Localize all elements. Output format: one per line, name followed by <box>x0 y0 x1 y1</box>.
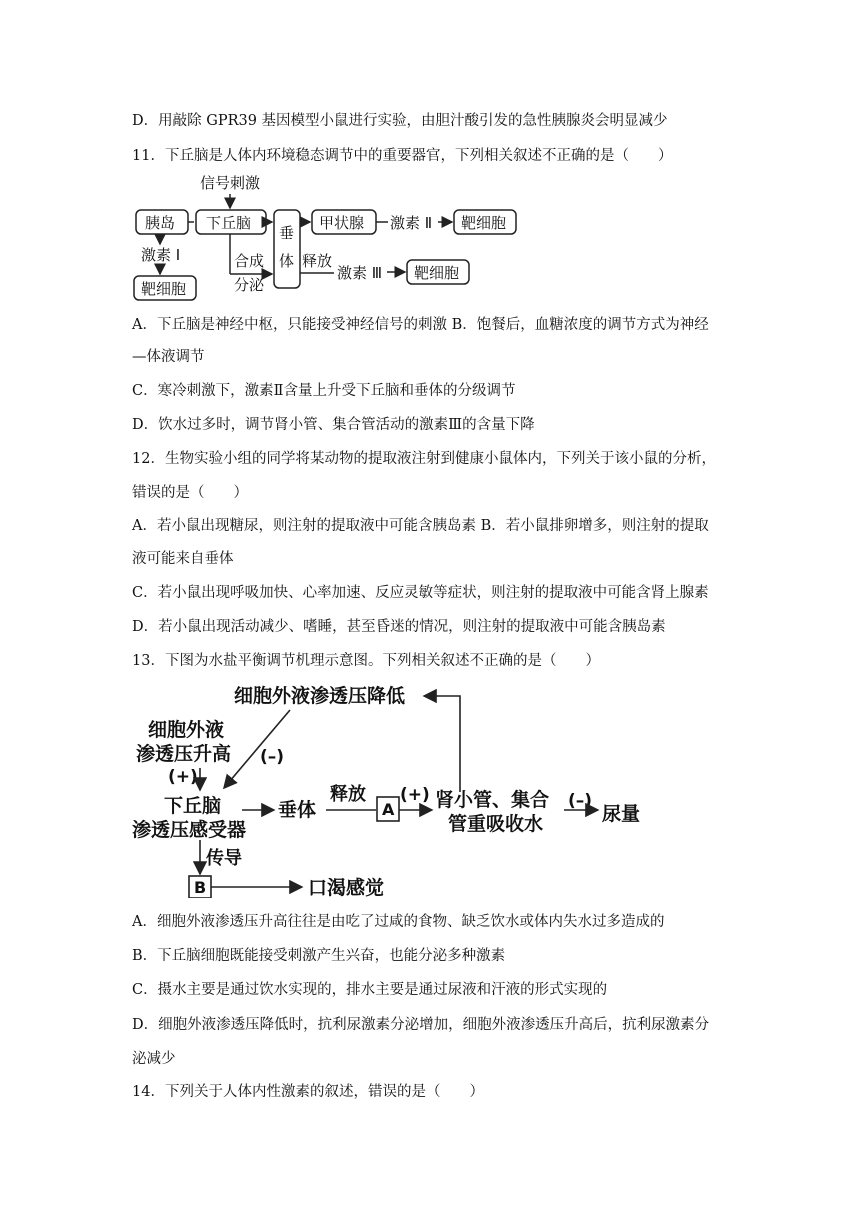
q11-target-1: 靶细胞 <box>461 214 507 232</box>
q13-conduct: 传导 <box>206 848 242 869</box>
q13-kidney2: 管重吸收水 <box>448 813 544 835</box>
q11-thyroid: 甲状腺 <box>319 214 365 232</box>
q13-kidney1: 肾小管、集合 <box>435 789 550 811</box>
q13-left1: 细胞外液 <box>148 719 225 741</box>
q11-option-ab-1: A．下丘脑是神经中枢，只能接受神经信号的刺激 B．饱餐后，血糖浓度的调节方式为神经 <box>132 317 709 333</box>
q12-option-c: C．若小鼠出现呼吸加快、心率加速、反应灵敏等症状，则注射的提取液中可能含肾上腺素 <box>132 585 709 601</box>
q11-option-c: C．寒冷刺激下，激素Ⅱ含量上升受下丘脑和垂体的分级调节 <box>132 383 516 399</box>
q13-left2: 渗透压升高 <box>136 743 232 765</box>
q13-urine: 尿量 <box>602 803 641 825</box>
q11-pancreas: 胰岛 <box>145 214 176 232</box>
q13-plus2: (+) <box>400 785 430 805</box>
q11-secrete: 分泌 <box>234 276 265 294</box>
q13-minus: (–) <box>260 747 285 767</box>
svg-text:体: 体 <box>279 252 295 270</box>
q11-option-d: D．饮水过多时，调节肾小管、集合管活动的激素Ⅲ的含量下降 <box>132 417 535 433</box>
q11-hormone3: 激素 Ⅲ <box>337 264 383 282</box>
q11-signal-label: 信号刺激 <box>200 174 261 192</box>
q13-option-c: C．摄水主要是通过饮水实现的，排水主要是通过尿液和汗液的形式实现的 <box>132 982 608 998</box>
q11-diagram <box>130 170 530 305</box>
q11-hypothalamus: 下丘脑 <box>206 214 252 232</box>
q12-option-ab-2: 液可能来自垂体 <box>132 551 234 567</box>
q12-stem-1: 12．生物实验小组的同学将某动物的提取液注射到健康小鼠体内，下列关于该小鼠的分析， <box>132 451 716 467</box>
q13-box-a: A <box>382 800 395 819</box>
q13-thirst: 口渴感觉 <box>308 877 385 898</box>
q13-option-d-1: D．细胞外液渗透压降低时，抗利尿激素分泌增加，细胞外液渗透压升高后，抗利尿激素分 <box>132 1017 710 1033</box>
q11-synth: 合成 <box>234 252 265 270</box>
q11-pituitary: 垂 <box>279 224 295 242</box>
q11-release: 释放 <box>302 252 333 270</box>
q11-stem: 11．下丘脑是人体内环境稳态调节中的重要器官，下列相关叙述不正确的是（ ） <box>132 148 673 164</box>
q13-plus: (+) <box>168 767 198 787</box>
q13-top: 细胞外液渗透压降低 <box>234 685 406 707</box>
q13-option-a: A．细胞外液渗透压升高往往是由吃了过咸的食物、缺乏饮水或体内失水过多造成的 <box>132 914 665 930</box>
q13-option-b: B．下丘脑细胞既能接受刺激产生兴奋，也能分泌多种激素 <box>132 948 506 964</box>
q13-hypo2: 渗透压感受器 <box>132 819 247 841</box>
q11-target-2: 靶细胞 <box>414 264 460 282</box>
q11-target-3: 靶细胞 <box>141 280 187 298</box>
q11-hormone2: 激素 Ⅱ <box>390 214 433 232</box>
q13-box-b: B <box>194 878 207 897</box>
q12-stem-2: 错误的是（ ） <box>132 485 248 501</box>
q10-option-d: D．用敲除 GPR39 基因模型小鼠进行实验，由胆汁酸引发的急性胰腺炎会明显减少 <box>132 113 668 129</box>
q12-option-ab-1: A．若小鼠出现糖尿，则注射的提取液中可能含胰岛素 B．若小鼠排卵增多，则注射的提取 <box>132 518 709 534</box>
q13-pituitary: 垂体 <box>278 799 317 821</box>
q13-hypo1: 下丘脑 <box>164 795 222 817</box>
q12-option-d: D．若小鼠出现活动减少、嗜睡，甚至昏迷的情况，则注射的提取液中可能含胰岛素 <box>132 619 666 635</box>
q13-minus2: (–) <box>568 791 593 811</box>
q14-stem: 14．下列关于人体内性激素的叙述，错误的是（ ） <box>132 1084 484 1100</box>
q13-stem: 13．下图为水盐平衡调节机理示意图。下列相关叙述不正确的是（ ） <box>132 653 600 669</box>
q13-release: 释放 <box>330 784 366 805</box>
q11-hormone1: 激素 Ⅰ <box>141 246 181 264</box>
q13-diagram <box>130 676 660 898</box>
q11-option-ab-2: —体液调节 <box>132 349 205 365</box>
q13-option-d-2: 泌减少 <box>132 1051 176 1067</box>
